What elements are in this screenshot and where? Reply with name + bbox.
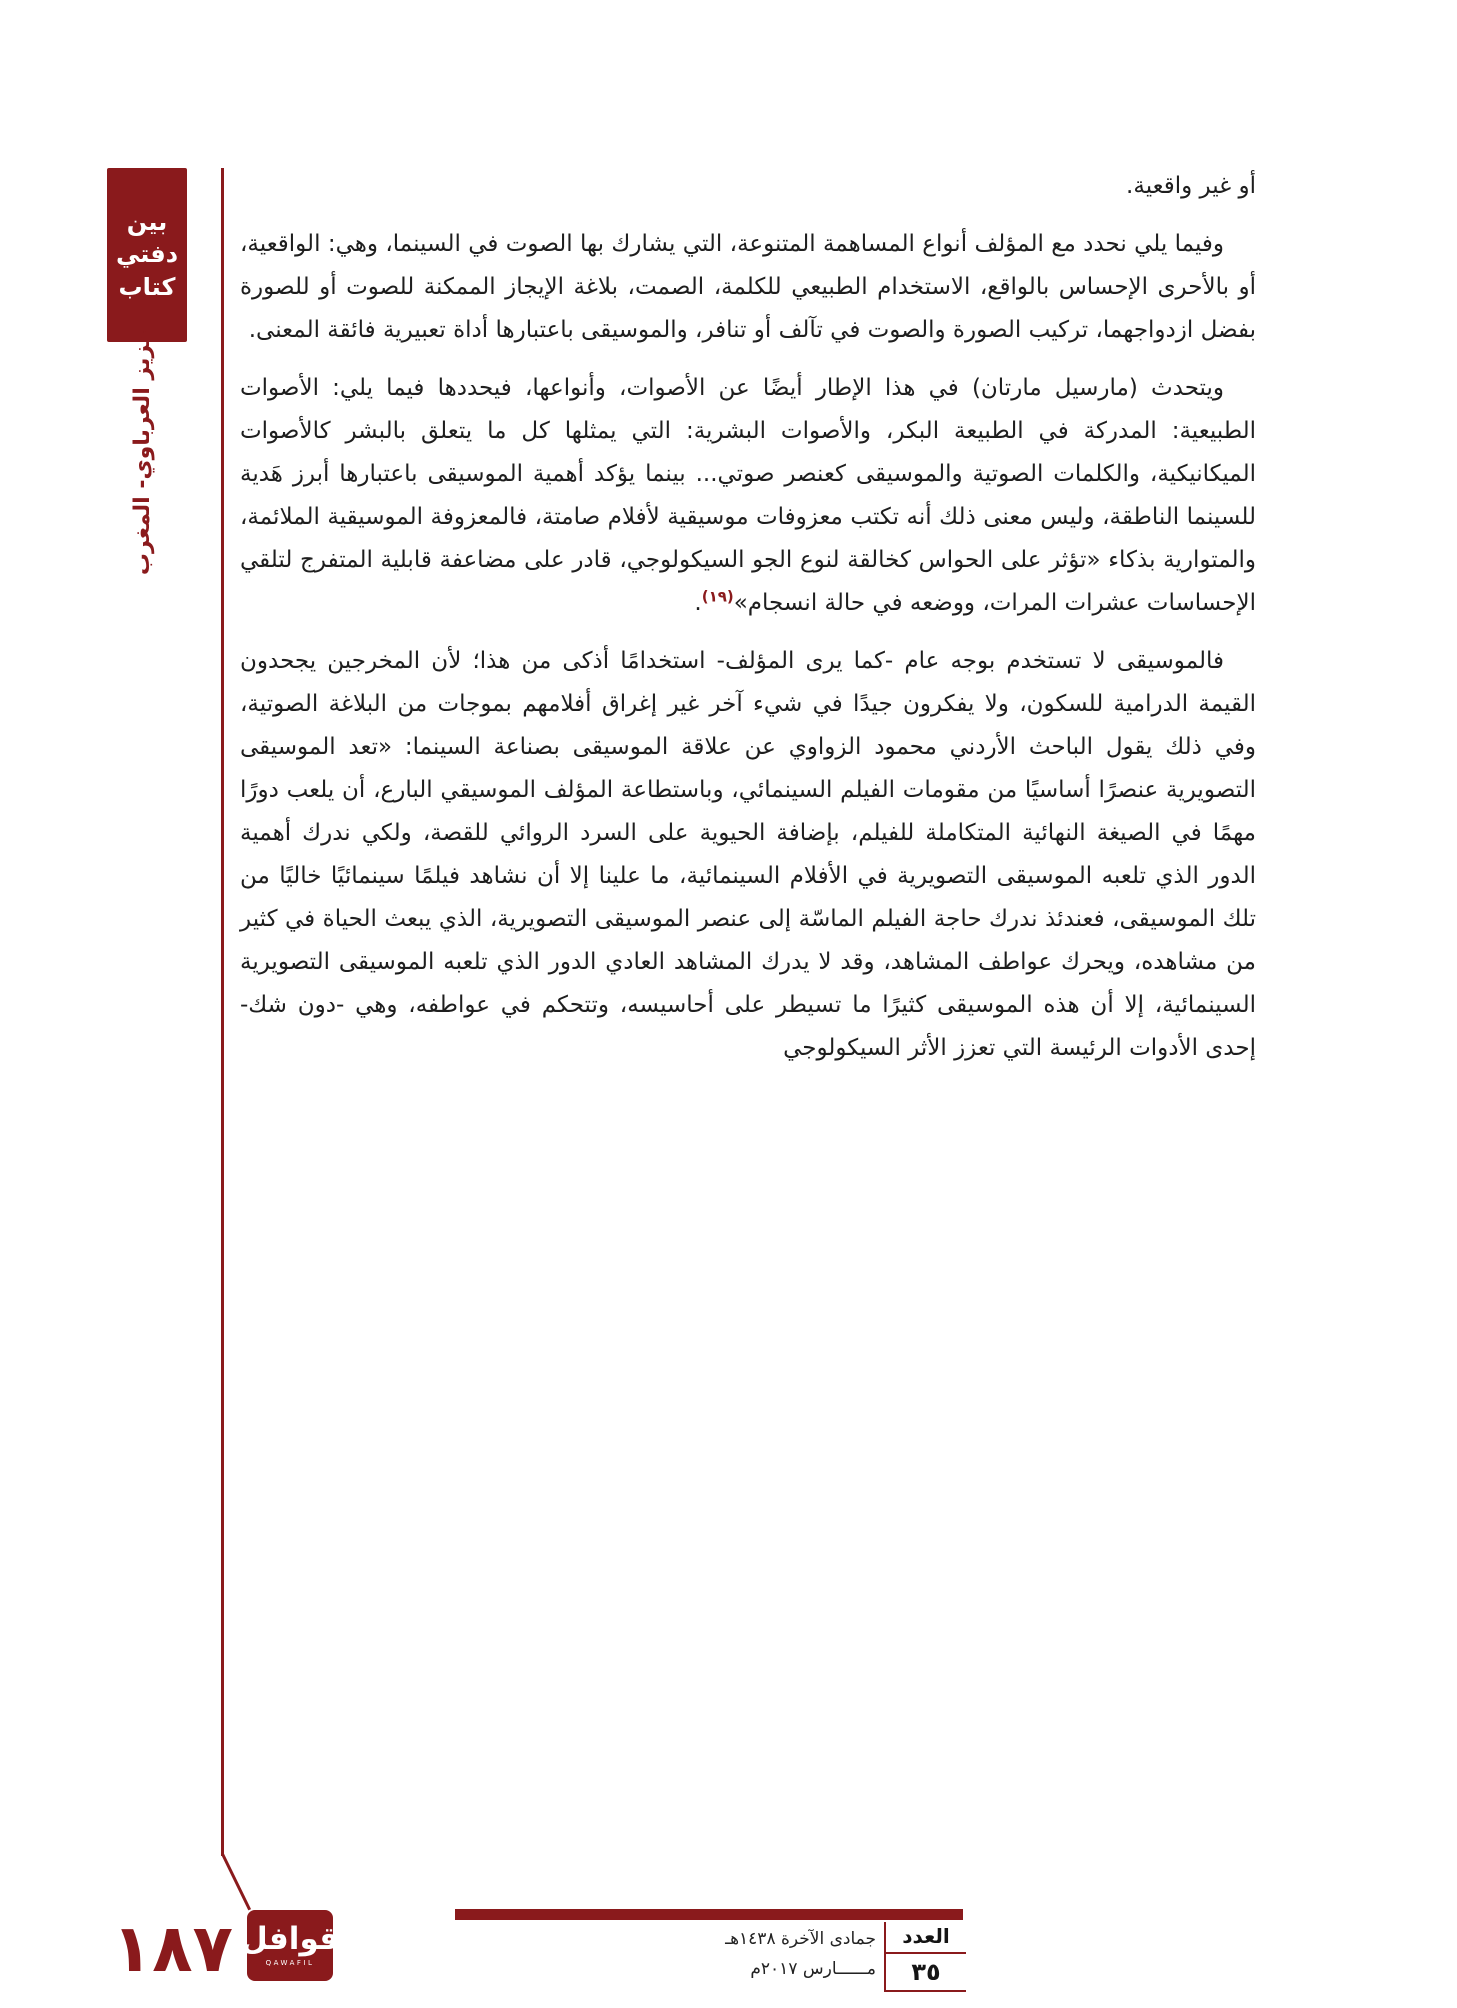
section-logo-line: كتاب xyxy=(118,272,176,301)
journal-logo xyxy=(240,1910,340,1981)
author-name-vertical: عزيز العرباوي- المغرب xyxy=(130,328,155,576)
paragraph-end: . xyxy=(694,590,702,616)
paragraph: وفيما يلي نحدد مع المؤلف أنواع المساهمة المتنوعة، التي يشارك بها الصوت في السينما، وهي: الواقعية، أو بالأحرى الإحساس بالواقع، الاستخدام الطبيعي للكلمة، الصمت، بلاغة الإيجاز الممكنة للصوت أو للصورة بفضل ازدواجهما، تركيب الصورة والصوت في تآلف أو تنافر، والموسيقى باعتبارها أداة تعبيرية فائقة المعنى. xyxy=(240,231,1256,343)
footnote-marker: (١٩) xyxy=(701,587,734,606)
footer-rule-bar xyxy=(455,1909,963,1920)
sidebar-divider-line xyxy=(221,168,224,1856)
journal-logo-name: قوافل xyxy=(240,1921,340,1957)
sidebar-divider-foot xyxy=(221,1853,251,1910)
section-logo-line: دفتي xyxy=(115,240,179,269)
hijri-date: جمادى الآخرة ١٤٣٨هـ xyxy=(725,1929,876,1949)
section-logo xyxy=(107,168,187,342)
issue-label: العدد xyxy=(902,1924,950,1948)
paragraph xyxy=(240,367,1256,625)
paragraph: فالموسيقى لا تستخدم بوجه عام -كما يرى المؤلف- استخدامًا أذكى من هذا؛ لأن المخرجين يجحدون القيمة الدرامية للسكون، ولا يفكرون جيدًا في شيء آخر غير إغراق أفلامهم بموجات من البلاغة الصوتية، وفي ذلك يقول الباحث الأردني محمود الزواوي عن علاقة الموسيقى بصناعة السينما: «تعد الموسيقى التصويرية عنصرًا أساسيًا من مقومات الفيلم السينمائي، وباستطاعة المؤلف الموسيقي البارع، أن يلعب دورًا مهمًا في الصيغة النهائية المتكاملة للفيلم، بإضافة الحيوية على السرد الروائي للقصة، ولكي ندرك أهمية الدور الذي تلعبه الموسيقى التصويرية في الأفلام السينمائية، ما علينا إلا أن نشاهد فيلمًا سينمائيًا خاليًا من تلك الموسيقى، فعندئذ ندرك حاجة الفيلم الماسّة إلى عنصر الموسيقى التصويرية، الذي يبعث الحياة في كثير من مشاهده، ويحرك عواطف المشاهد، وقد لا يدرك المشاهد العادي الدور الذي تلعبه الموسيقى التصويرية السينمائية، إلا أن هذه الموسيقى كثيرًا ما تسيطر على أحاسيسه، وتتحكم في عواطفه، وهي -دون شك- إحدى الأدوات الرئيسة التي تعزز الأثر السيكولوجي xyxy=(240,648,1256,1061)
section-logo-line: بين xyxy=(126,207,168,236)
paragraph-text: ويتحدث (مارسيل مارتان) في هذا الإطار أيضًا عن الأصوات، وأنواعها، فيحددها فيما يلي: الأصوات الطبيعية: المدركة في الطبيعة البكر، والأصوات البشرية: التي يمثلها كل ما يتعلق بالبشر كالأصوات الميكانيكية، والكلمات الصوتية والموسيقى كعنصر صوتي... بينما يؤكد أهمية الموسيقى باعتبارها أبرز هَدية للسينما الناطقة، وليس معنى ذلك أنه تكتب معزوفات موسيقية لأفلام صامتة، فالمعزوفة الموسيقية الملائمة، والمتوارية بذكاء «تؤثر على الحواس كخالقة لنوع الجو السيكولوجي، قادر على مضاعفة قابلية المتفرج لتلقي الإحساسات عشرات المرات، ووضعه في حالة انسجام» xyxy=(240,375,1256,616)
journal-logo-latin: QAWAFIL xyxy=(265,1959,315,1967)
issue-number: ٣٥ xyxy=(886,1952,966,1992)
footer-dates xyxy=(580,1929,876,1989)
gregorian-date: مــــــارس ٢٠١٧م xyxy=(750,1959,876,1979)
article-body xyxy=(240,165,1256,1085)
page-number: ١٨٧ xyxy=(112,1910,233,1987)
issue-box xyxy=(884,1922,966,1992)
paragraph-continuation: أو غير واقعية. xyxy=(1126,173,1256,199)
